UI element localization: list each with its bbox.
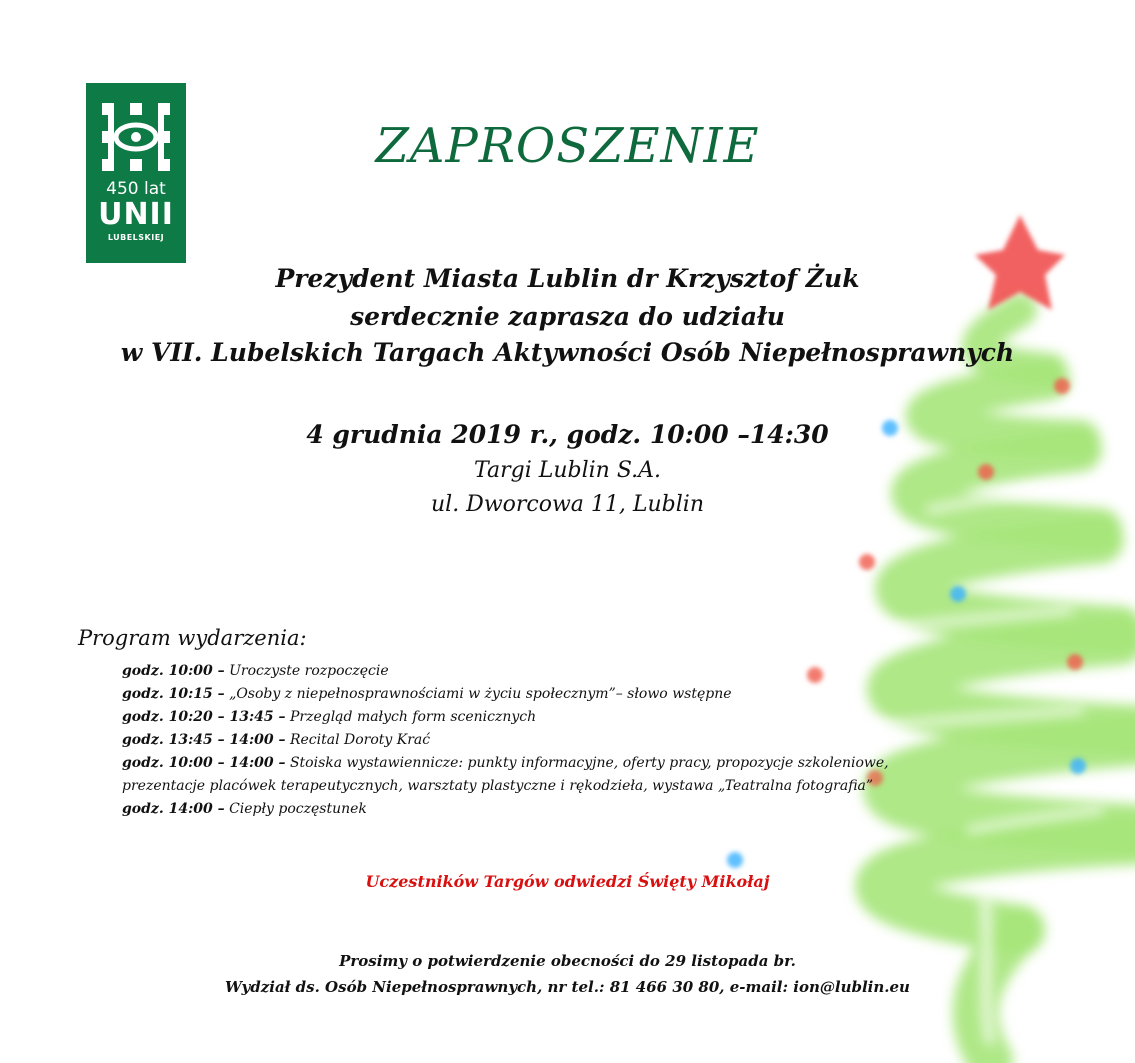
invitation-line-3: w VII. Lubelskich Targach Aktywności Osób Niepełnosprawnych — [120, 338, 1015, 367]
program-heading: Program wydarzenia: — [78, 626, 307, 650]
logo-union: UNII — [98, 197, 174, 232]
program-time: godz. 14:00 – — [122, 801, 225, 817]
program-item — [122, 683, 952, 706]
program-time: godz. 10:20 – 13:45 – — [122, 709, 286, 725]
invitation-line-1: Prezydent Miasta Lublin dr Krzysztof Żuk — [275, 264, 860, 293]
program-text: prezentacje placówek terapeutycznych, warsztaty plastyczne i rękodzieła, wystawa „Teatralna fotografia” — [122, 778, 874, 794]
event-date: 4 grudnia 2019 r., godz. 10:00 –14:30 — [306, 420, 829, 449]
program-time: godz. 10:15 – — [122, 686, 225, 702]
program-text: Uroczyste rozpoczęcie — [224, 663, 389, 679]
program-text: Recital Doroty Krać — [285, 732, 431, 748]
program-text: Przegląd małych form scenicznych — [285, 709, 537, 725]
program-item — [122, 752, 952, 775]
event-address: ul. Dworcowa 11, Lublin — [430, 492, 704, 517]
invitation-line-2: serdecznie zaprasza do udziału — [350, 302, 785, 331]
program-text: Ciepły poczęstunek — [224, 801, 367, 817]
program-item — [122, 706, 952, 729]
program-item — [122, 798, 952, 821]
program-text: „Osoby z niepełnosprawnościami w życiu społecznym”– słowo wstępne — [224, 686, 732, 702]
program-time: godz. 13:45 – 14:00 – — [122, 732, 286, 748]
logo-years: 450 lat — [106, 179, 166, 199]
santa-note: Uczestników Targów odwiedzi Święty Mikołaj — [365, 872, 770, 891]
program-list — [122, 660, 952, 821]
page-title: ZAPROSZENIE — [375, 118, 760, 174]
program-item — [122, 660, 952, 683]
program-text: Stoiska wystawiennicze: punkty informacyjne, oferty pracy, propozycje szkoleniowe, — [285, 755, 889, 771]
event-venue: Targi Lublin S.A. — [474, 458, 661, 483]
program-time: godz. 10:00 – 14:00 – — [122, 755, 286, 771]
program-time: godz. 10:00 – — [122, 663, 225, 679]
program-item-continuation — [122, 775, 952, 798]
logo-lublin: LUBELSKIEJ — [107, 233, 165, 242]
rsvp-note: Prosimy o potwierdzenie obecności do 29 listopada br. — [339, 952, 796, 970]
contact-info: Wydział ds. Osób Niepełnosprawnych, nr tel.: 81 466 30 80, e-mail: ion@lublin.eu — [225, 978, 910, 996]
program-item — [122, 729, 952, 752]
